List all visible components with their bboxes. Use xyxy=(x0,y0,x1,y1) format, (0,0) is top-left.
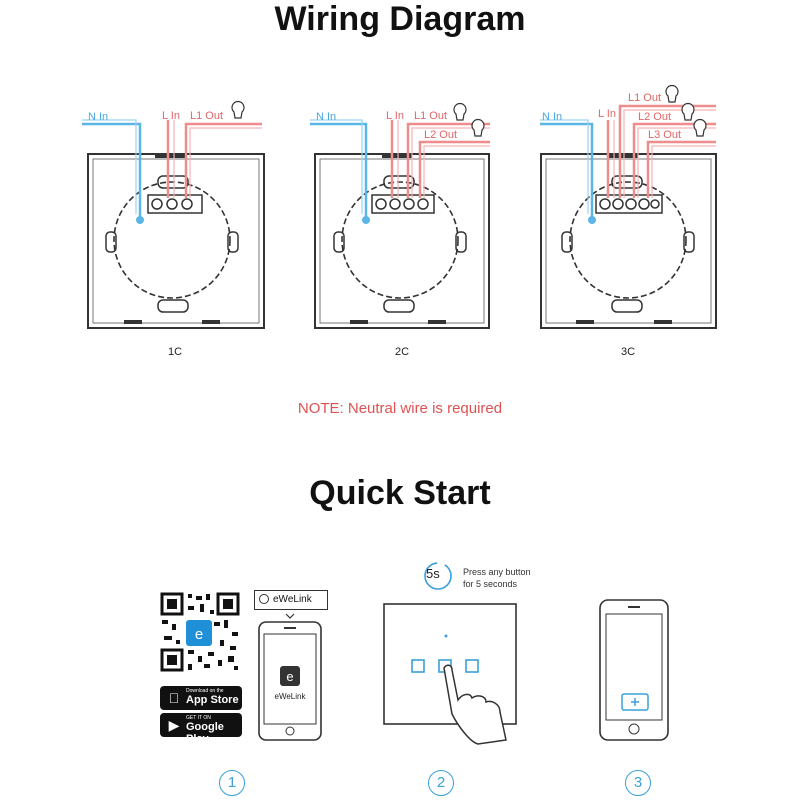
l1-out-label-1c: L1 Out xyxy=(190,110,224,122)
phone-with-app-icon xyxy=(259,614,321,740)
apple-icon xyxy=(166,690,182,706)
l-in-label-2c: L In xyxy=(386,110,404,122)
n-in-label-1c: N In xyxy=(88,111,109,123)
svg-text:e: e xyxy=(194,626,204,643)
step-3-number: 3 xyxy=(625,770,651,796)
l-in-label-3c: L In xyxy=(598,108,616,120)
step-2-number: 2 xyxy=(428,770,454,796)
panel-3c xyxy=(540,86,716,328)
l1-out-label-2c: L1 Out xyxy=(414,110,448,122)
neutral-wire-note: NOTE: Neutral wire is required xyxy=(297,400,503,417)
app-store-badge[interactable]: Download on the App Store xyxy=(160,686,242,710)
ewelink-search-box[interactable]: eWeLink xyxy=(254,590,328,610)
press-instruction: Press any button for 5 seconds xyxy=(463,567,531,589)
qr-code-icon xyxy=(160,592,240,672)
search-icon xyxy=(259,594,269,604)
n-in-label-3c: N In xyxy=(542,111,563,123)
l-in-label-1c: L In xyxy=(162,110,180,122)
l2-out-label-3c: L2 Out xyxy=(638,111,672,123)
l2-out-label-2c: L2 Out xyxy=(424,129,458,141)
touch-switch-panel xyxy=(384,604,516,744)
timer-label: 5s xyxy=(426,566,440,581)
phone-add-device-icon xyxy=(600,600,668,740)
google-play-badge[interactable]: ▶ GET IT ON Google Play xyxy=(160,713,242,737)
l3-out-label-3c: L3 Out xyxy=(648,129,682,141)
google-play-icon: ▶ xyxy=(168,717,180,733)
wiring-diagram-title: Wiring Diagram xyxy=(274,0,526,38)
panel-2c xyxy=(310,104,490,328)
step-1-number: 1 xyxy=(219,770,245,796)
app-name-label: eWeLink xyxy=(274,692,306,701)
caption-1c: 1C xyxy=(167,346,183,358)
caption-3c: 3C xyxy=(620,346,636,358)
n-in-label-2c: N In xyxy=(316,111,337,123)
caption-2c: 2C xyxy=(394,346,410,358)
l1-out-label-3c: L1 Out xyxy=(628,92,662,104)
panel-1c xyxy=(82,102,264,328)
svg-text:e: e xyxy=(286,669,294,684)
quick-start-title: Quick Start xyxy=(309,474,491,512)
